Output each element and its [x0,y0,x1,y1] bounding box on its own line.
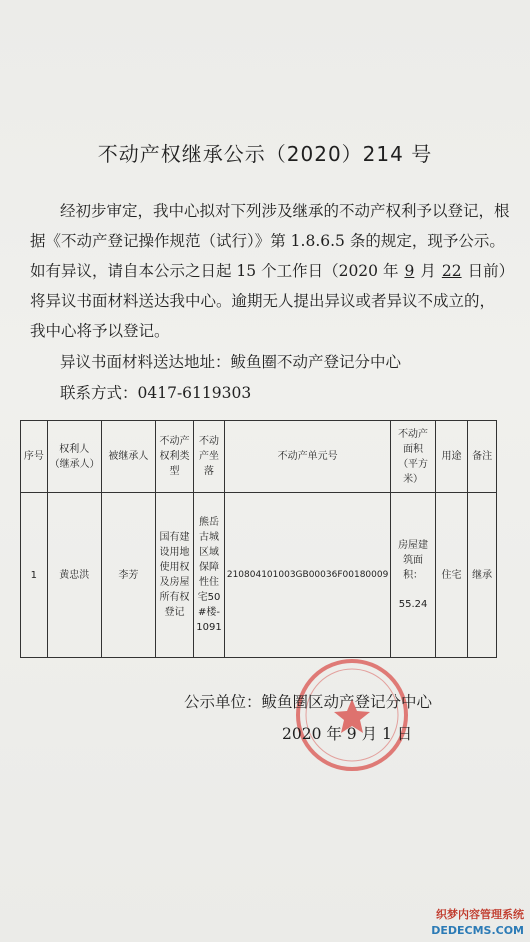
cell-decedent: 李芳 [101,493,155,658]
header-unit-no: 不动产单元号 [224,421,390,493]
issue-date: 2020 年 9 月 1 日 [282,725,413,743]
header-decedent: 被继承人 [101,421,155,493]
header-usage: 用途 [435,421,468,493]
notice-title: 不动产权继承公示（2020）214 号 [97,142,433,166]
notice-body [30,196,510,346]
header-area: 不动产面积（平方米） [391,421,435,493]
watermark-url: DEDECMS.COM [431,924,524,937]
deadline-month: 9 [404,262,415,280]
contact-info: 联系方式：0417-6119303 [60,384,252,402]
header-right-type: 不动产权利类型 [155,421,193,493]
table-row [21,493,497,658]
notice-intro: 经初步审定，我中心拟对下列涉及继承的不动产权利予以登记，根据《不动产登记操作规范（试行）》第 1.8.6.5 条的规定，现予公示。如有异议，请自本公示之日起 15 个工作日（2020 年 [30,202,510,280]
notice-intro-after: 日前）将异议书面材料送达我中心。逾期无人提出异议或者异议不成立的，我中心将予以登记。 [30,262,507,340]
property-table [20,420,497,658]
table-header-row [21,421,497,493]
cell-no: 1 [21,493,48,658]
header-holder: 权利人（继承人） [47,421,101,493]
cell-holder: 黄忠洪 [47,493,101,658]
header-no: 序号 [21,421,48,493]
cell-location: 熊岳古城区域保障性住宅50#楼-1091 [194,493,225,658]
cell-unit-no: 210804101003GB00036F00180009 [224,493,390,658]
header-location: 不动产坐落 [194,421,225,493]
cell-remark: 继承 [468,493,497,658]
header-remark: 备注 [468,421,497,493]
objection-address: 异议书面材料送达地址：鲅鱼圈不动产登记分中心 [60,353,402,371]
cell-area [391,493,435,658]
watermark-title: 织梦内容管理系统 [436,908,524,921]
deadline-day: 22 [441,262,462,280]
cell-usage: 住宅 [435,493,468,658]
month-char: 月 [420,262,436,280]
area-label: 房屋建筑面积： [398,540,429,581]
issuing-unit: 公示单位：鲅鱼圈区动产登记分中心 [184,693,433,711]
area-value: 55.24 [398,599,428,610]
official-seal [292,655,412,775]
cell-right-type: 国有建设用地使用权及房屋所有权登记 [155,493,193,658]
